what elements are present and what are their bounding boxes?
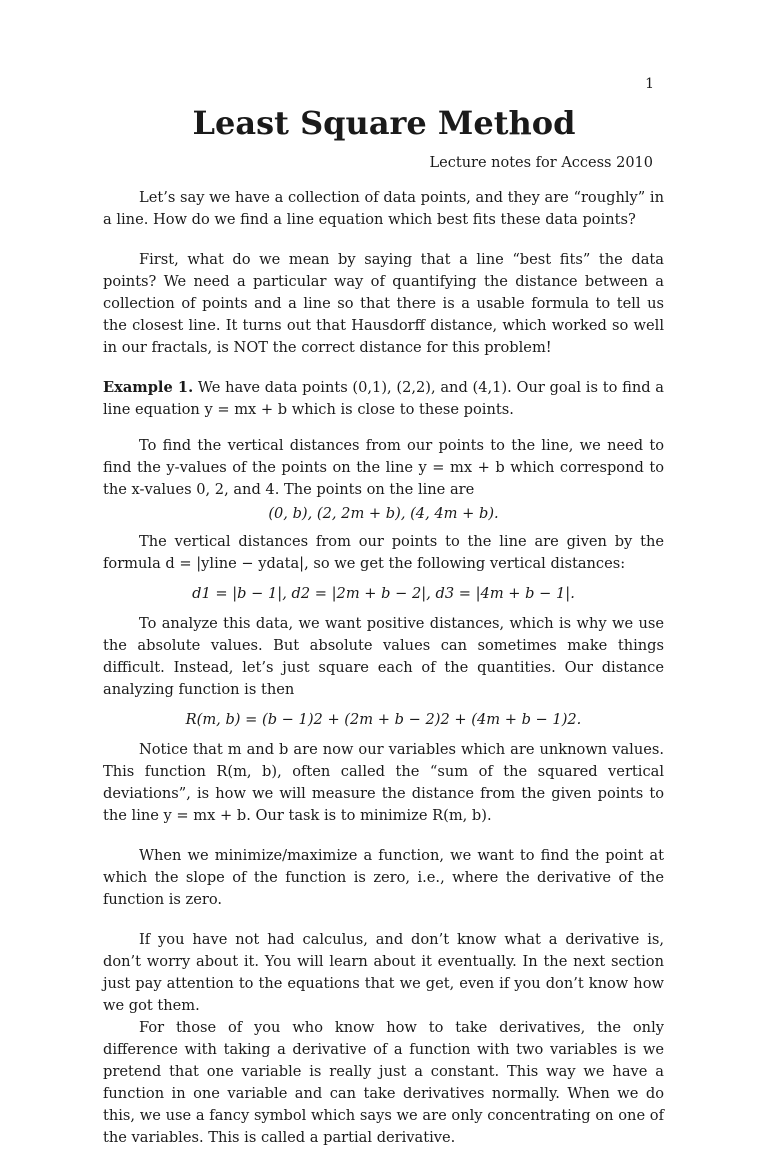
paragraph-distance-formula: The vertical distances from our points to the line are given by the formula d = |yline − ydata|, so we get the following vertical distances: bbox=[103, 533, 664, 572]
equation-distances: d1 = |b − 1|, d2 = |2m + b − 2|, d3 = |4m + b − 1|. bbox=[192, 585, 575, 602]
paragraph-vertical-distances: To find the vertical distances from our points to the line, we need to find the y-values of the points on the line y = mx + b which correspond to the x-values 0, 2, and 4. The points on the line are bbox=[103, 437, 664, 498]
page-title: Least Square Method bbox=[192, 104, 576, 142]
subtitle: Lecture notes for Access 2010 bbox=[429, 155, 653, 171]
example-text: We have data points (0,1), (2,2), and (4,1). Our goal is to find a line equation y = mx + b which is close to these points. bbox=[103, 379, 664, 418]
example-1 bbox=[103, 377, 664, 421]
paragraph-partial-derivative: For those of you who know how to take derivatives, the only difference with taking a derivative of a function with two variables is we pretend that one variable is really just a constant. This way we have a function in one variable and can take derivatives normally. When we do this, we use a fancy symbol which says we are only concentrating on one of the variables. This is called a partial derivative. bbox=[103, 1019, 664, 1146]
example-label: Example 1. bbox=[103, 379, 194, 396]
paragraph-best-fit: First, what do we mean by saying that a line “best fits” the data points? We need a particular way of quantifying the distance between a collection of points and a line so that there is a usable formula to tell us the closest line. It turns out that Hausdorff distance, which worked so well in our fractals, is NOT the correct distance for this problem! bbox=[103, 251, 664, 356]
paragraph-square: To analyze this data, we want positive distances, which is why we use the absolute values. But absolute values can sometimes make things difficult. Instead, let’s just square each of the quantities. Our distance analyzing function is then bbox=[103, 615, 664, 698]
page-number: 1 bbox=[645, 76, 654, 92]
equation-points: (0, b), (2, 2m + b), (4, 4m + b). bbox=[268, 505, 499, 522]
equation-r-function: R(m, b) = (b − 1)2 + (2m + b − 2)2 + (4m + b − 1)2. bbox=[185, 711, 582, 728]
paragraph-calculus: If you have not had calculus, and don’t know what a derivative is, don’t worry about it. You will learn about it eventually. In the next section just pay attention to the equations that we get, even if you don’t know how we got them. bbox=[103, 931, 664, 1014]
paragraph-minimize: When we minimize/maximize a function, we want to find the point at which the slope of the function is zero, i.e., where the derivative of the function is zero. bbox=[103, 847, 664, 908]
paragraph-variables: Notice that m and b are now our variables which are unknown values. This function R(m, b), often called the “sum of the squared vertical deviations”, is how we will measure the distance from the given points to the line y = mx + b. Our task is to minimize R(m, b). bbox=[103, 741, 664, 824]
paragraph-intro: Let’s say we have a collection of data points, and they are “roughly” in a line. How do we find a line equation which best fits these data points? bbox=[103, 189, 664, 228]
document-body bbox=[103, 187, 664, 1149]
